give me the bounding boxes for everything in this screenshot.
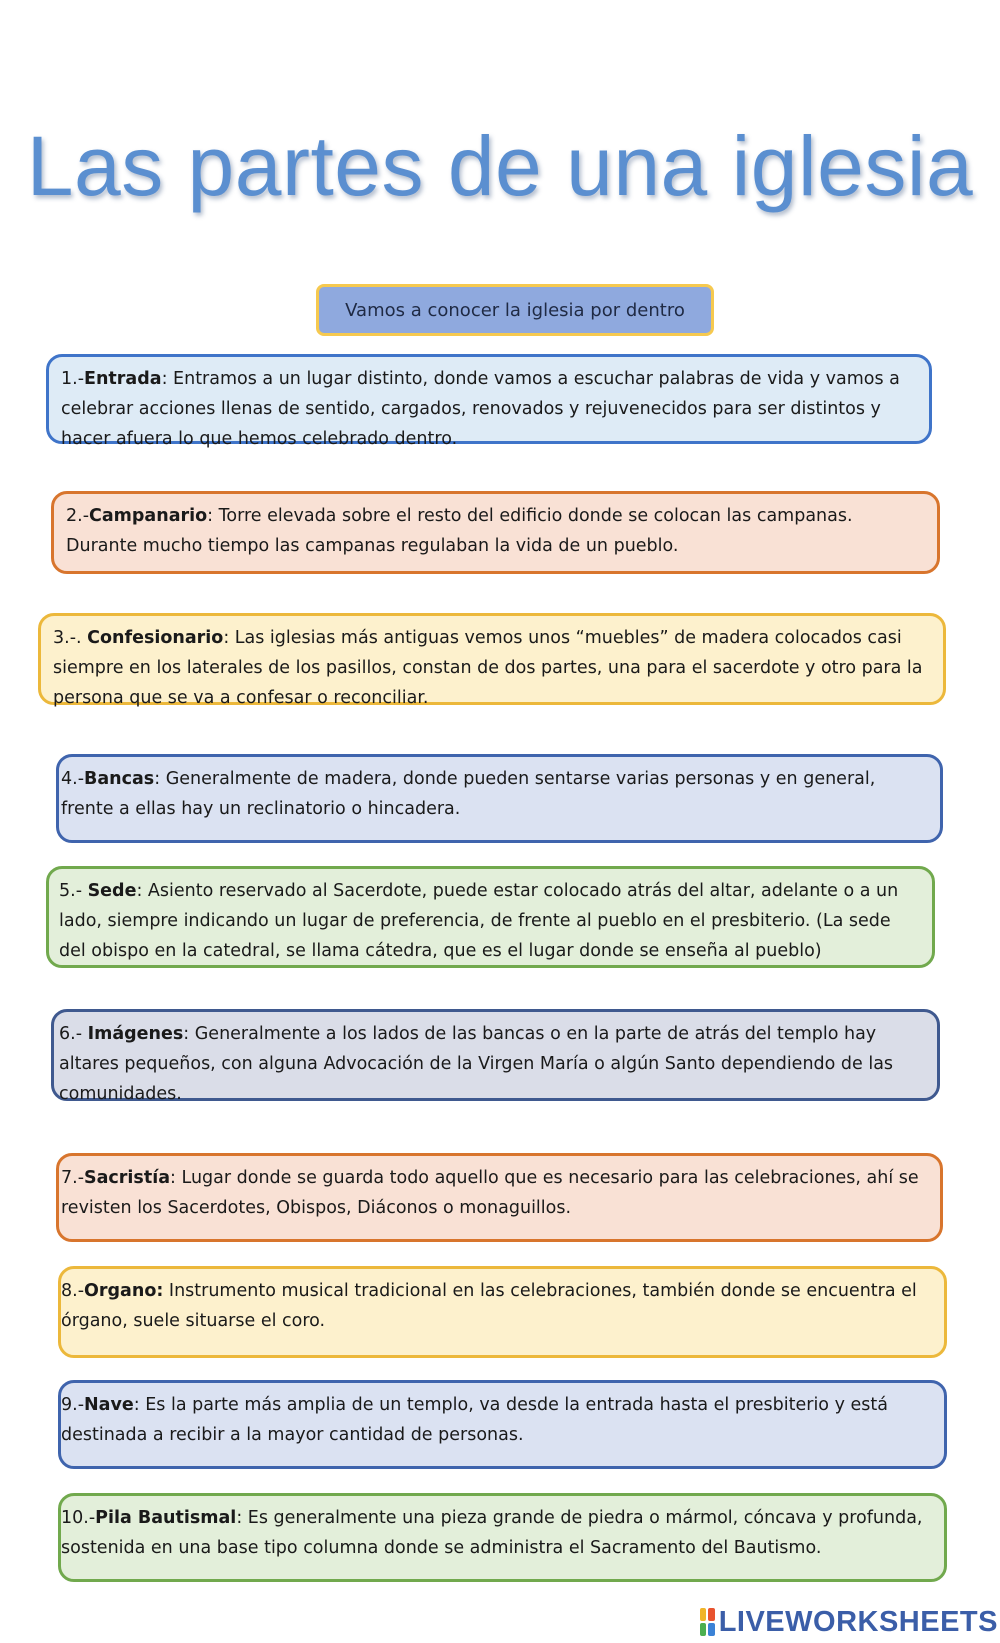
item-entrada — [46, 354, 932, 449]
item-prefix: 10.- — [61, 1508, 96, 1528]
page-title: Las partes de una iglesia — [26, 119, 974, 213]
item-confesionario — [38, 613, 946, 708]
item-text: Lugar donde se guarda todo aquello que es necesario para las celebraciones, ahí se revisten los Sacerdotes, Obispos, Diáconos o monaguillos. — [61, 1168, 919, 1218]
item-prefix: 4.- — [61, 769, 85, 789]
item-term: Bancas — [84, 769, 155, 789]
item-sacristia — [56, 1153, 943, 1242]
liveworksheets-logo-text: LIVEWORKSHEETS — [718, 1605, 998, 1638]
item-imagenes — [51, 1009, 940, 1104]
item-prefix: 2.- — [66, 506, 90, 526]
item-separator: : — [236, 1508, 243, 1528]
item-prefix: 8.- — [61, 1281, 85, 1301]
item-separator: : — [136, 881, 143, 901]
item-bancas — [56, 754, 943, 843]
item-text: Es la parte más amplia de un templo, va desde la entrada hasta el presbiterio y está destinada a recibir a la mayor cantidad de personas. — [61, 1395, 888, 1445]
item-text: Las iglesias más antiguas vemos unos “muebles” de madera colocados casi siempre en los laterales de los pasillos, constan de dos partes, una para el sacerdote y otro para la persona que se va a confesar o reconciliar. — [53, 628, 923, 708]
item-term: Nave — [84, 1395, 134, 1415]
item-term: Campanario — [89, 506, 208, 526]
item-separator: : — [170, 1168, 176, 1188]
item-term: Confesionario — [87, 628, 224, 648]
item-separator: : — [154, 769, 161, 789]
item-text: Torre elevada sobre el resto del edificio donde se colocan las campanas. Durante mucho tiempo las campanas regulaban la vida de un pueblo. — [66, 506, 853, 556]
item-term: Sacristía — [84, 1168, 171, 1188]
item-pila-bautismal — [58, 1493, 947, 1582]
liveworksheets-logo-icon — [700, 1608, 715, 1636]
item-text: Asiento reservado al Sacerdote, puede estar colocado atrás del altar, adelante o a un lado, siempre indicando un lugar de preferencia, de frente al pueblo en el presbiterio. (La sede del obispo en la catedral, se llama cátedra, que es el lugar donde se enseña al pueblo) — [59, 881, 899, 961]
subtitle-banner: Vamos a conocer la iglesia por dentro — [316, 284, 714, 336]
liveworksheets-logo — [700, 1604, 998, 1640]
item-separator: : — [161, 369, 168, 389]
item-prefix: 5.- — [59, 881, 88, 901]
item-prefix: 7.- — [61, 1168, 85, 1188]
item-nave — [58, 1380, 947, 1469]
item-prefix: 6.- — [59, 1024, 88, 1044]
item-term: Sede — [87, 881, 137, 901]
item-prefix: 1.- — [61, 369, 85, 389]
item-campanario — [51, 491, 940, 574]
item-separator: : — [183, 1024, 190, 1044]
item-term: Entrada — [84, 369, 162, 389]
item-term: Imágenes — [87, 1024, 184, 1044]
item-separator: : — [223, 628, 230, 648]
item-sede — [46, 866, 935, 968]
item-prefix: 3.-. — [53, 628, 88, 648]
item-prefix: 9.- — [61, 1395, 85, 1415]
item-text: Entramos a un lugar distinto, donde vamos a escuchar palabras de vida y vamos a celebrar acciones llenas de sentido, cargados, renovados y rejuvenecidos para ser distintos y hacer afuera lo que hemos celebrado dentro. — [61, 369, 900, 449]
item-text: Es generalmente una pieza grande de piedra o mármol, cóncava y profunda, sostenida en una base tipo columna donde se administra el Sacramento del Bautismo. — [61, 1508, 923, 1558]
item-organo — [58, 1266, 947, 1358]
item-text: Instrumento musical tradicional en las celebraciones, también donde se encuentra el órgano, suele situarse el coro. — [61, 1281, 917, 1331]
item-separator: : — [207, 506, 214, 526]
item-term: Pila Bautismal — [95, 1508, 237, 1528]
item-text: Generalmente de madera, donde pueden sentarse varias personas y en general, frente a ellas hay un reclinatorio o hincadera. — [61, 769, 876, 819]
item-term: Organo: — [84, 1281, 164, 1301]
item-separator: : — [133, 1395, 140, 1415]
item-text: Generalmente a los lados de las bancas o en la parte de atrás del templo hay altares pequeños, con alguna Advocación de la Virgen María o algún Santo dependiendo de las comunidades. — [59, 1024, 894, 1104]
